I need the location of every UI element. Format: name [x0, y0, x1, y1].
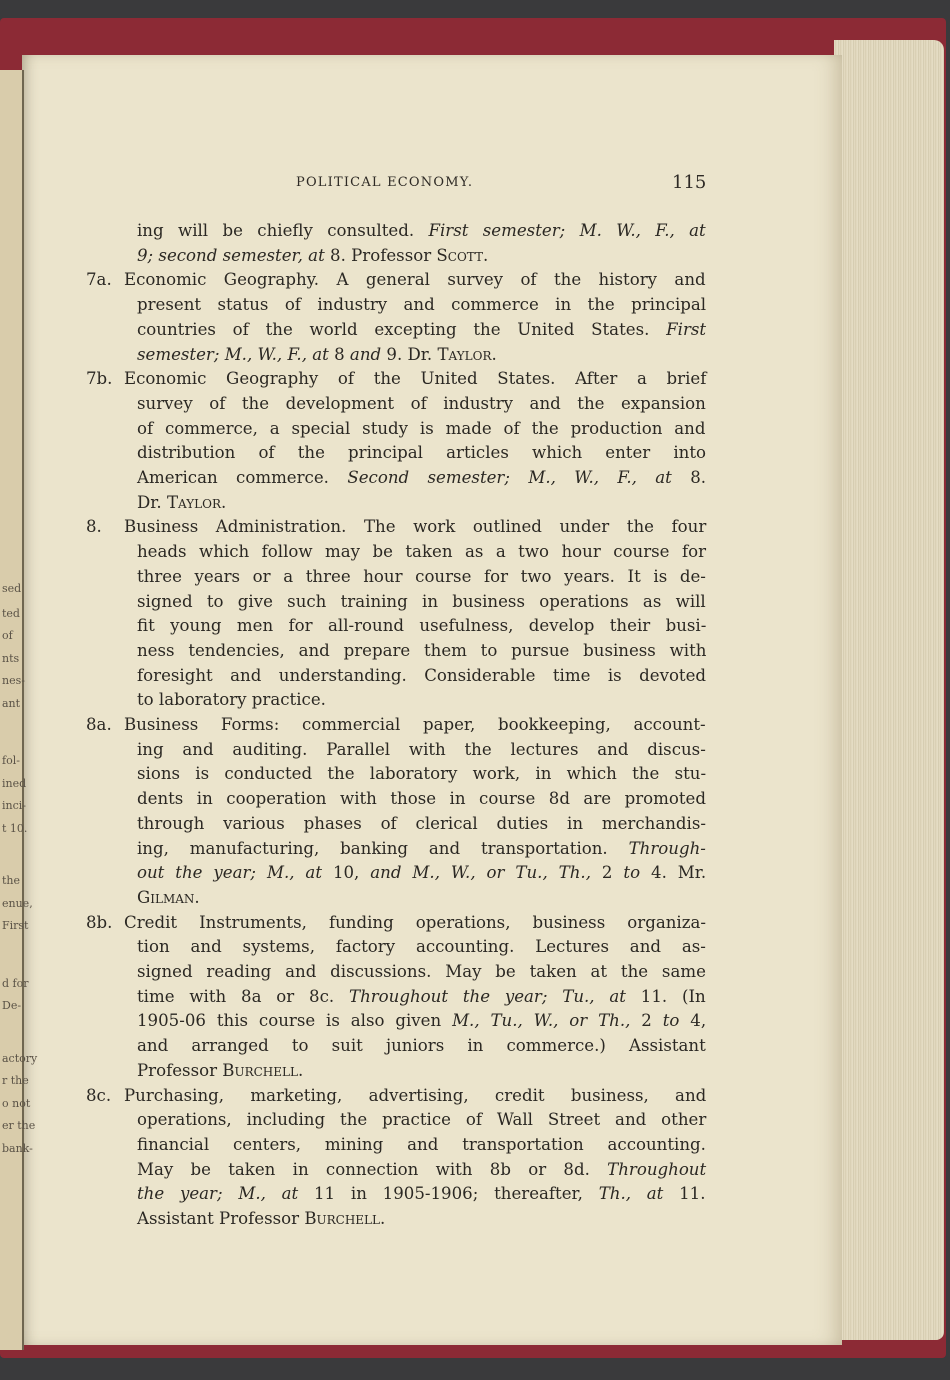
italic-run: the year; M., at — [137, 1184, 299, 1204]
text-run: ing, manufacturing, banking and transportation. — [137, 838, 629, 858]
facing-page-fragment: of — [2, 629, 13, 642]
text-run: countries of the world excepting the United States. — [137, 319, 667, 339]
text-run: to laboratory practice. — [137, 690, 326, 710]
text-line — [137, 861, 706, 885]
facing-page-fragment: d for — [2, 977, 29, 990]
course-number: 8c. — [86, 1085, 112, 1105]
text-run: financial centers, mining and transportation accounting. — [137, 1134, 706, 1154]
text-run: Business Administration. The work outlined under the four — [124, 517, 707, 537]
text-run: fit young men for all-round usefulness, develop their busi- — [137, 616, 707, 636]
text-run: 2 — [590, 863, 624, 883]
text-line — [137, 1133, 706, 1157]
facing-page-fragment: sed — [2, 582, 22, 595]
italic-run: Second semester; M., W., F., at — [347, 468, 672, 487]
facing-page-fragment: First — [2, 919, 29, 932]
text-run: 10, — [322, 863, 371, 883]
facing-page-fragment: t 10. — [2, 822, 28, 835]
text-line — [137, 614, 706, 638]
text-line — [137, 985, 706, 1009]
text-run: Assistant Professor — [137, 1209, 305, 1228]
course-number: 8a. — [86, 715, 112, 734]
italic-run: Through- — [628, 838, 706, 858]
italic-run: Throughout — [607, 1159, 707, 1179]
text-line — [137, 935, 706, 959]
text-line — [124, 1084, 706, 1108]
text-run: three years or a three hour course for two years. It is de- — [137, 566, 706, 586]
course-number: 8. — [86, 517, 102, 537]
page-edges — [834, 40, 944, 1340]
text-line — [137, 688, 326, 712]
text-run: 9. Dr. — [381, 344, 438, 364]
italic-run: and M., W., or Tu., Th., — [370, 863, 591, 883]
italic-run: 9; second semester, at — [137, 245, 325, 265]
text-line — [137, 1207, 385, 1231]
text-run: 11. (In — [625, 986, 706, 1006]
course-number: 7b. — [86, 369, 113, 389]
text-run: dents in cooperation with those in course 8d are promoted — [137, 789, 706, 809]
text-run: distribution of the principal articles which enter into — [137, 443, 707, 463]
text-run: present status of industry and commerce in the principal — [137, 295, 707, 315]
facing-page-fragment: o not — [2, 1097, 31, 1110]
text-line — [137, 565, 706, 589]
text-line — [137, 293, 706, 317]
text-line — [124, 268, 706, 292]
facing-page-fragment: ted — [2, 607, 20, 620]
italic-run: Throughout the year; Tu., at — [349, 986, 626, 1006]
text-run: 4. Mr. — [640, 863, 707, 883]
text-run: Credit Instruments, funding operations, business organiza- — [124, 912, 706, 932]
facing-page-fragment: enue, — [2, 897, 33, 910]
italic-run: Th., at — [598, 1184, 664, 1204]
facing-page-fragment: the — [2, 874, 21, 887]
italic-run: to — [623, 863, 641, 883]
facing-page-strip — [0, 70, 38, 1350]
text-line — [124, 713, 706, 737]
text-run: heads which follow may be taken as a two hour course for — [137, 542, 707, 562]
facing-page-fragment: inci- — [2, 799, 26, 812]
facing-page-fragment: ant — [2, 697, 21, 710]
text-line — [124, 515, 706, 539]
text-run: signed reading and discussions. May be taken at the same — [137, 962, 706, 981]
text-line — [137, 392, 706, 416]
text-line — [137, 466, 706, 490]
text-run: 11 in 1905-1906; thereafter, — [298, 1184, 599, 1204]
facing-page-fragment: nes- — [2, 674, 25, 687]
text-run: signed to give such training in business operations as will — [137, 591, 706, 611]
italic-run: and — [349, 344, 382, 364]
text-line — [137, 441, 706, 465]
text-line — [137, 1034, 706, 1058]
text-run: May be taken in connection with 8b or 8d. — [137, 1159, 608, 1179]
course-number: 8b. — [86, 912, 113, 932]
text-run: ing and auditing. Parallel with the lectures and discus- — [137, 739, 706, 759]
text-line — [137, 812, 706, 836]
facing-page-fragment: er the — [2, 1119, 36, 1132]
page-number: 115 — [672, 172, 707, 193]
text-run: Economic Geography. A general survey of the history and — [124, 270, 706, 290]
text-run: Dr. — [137, 492, 167, 512]
text-line — [137, 738, 706, 762]
text-line — [137, 1009, 706, 1033]
text-run: 11. — [663, 1184, 706, 1204]
text-run: 4, — [679, 1011, 707, 1031]
text-line — [124, 367, 706, 391]
small-caps-run: Gilman. — [137, 887, 200, 907]
italic-run: out the year; M., at — [137, 863, 322, 883]
small-caps-run: Scott. — [436, 245, 489, 265]
facing-page-fragment: actory — [2, 1052, 38, 1065]
running-head — [0, 173, 950, 195]
text-line — [137, 1059, 303, 1083]
course-number: 7a. — [86, 270, 112, 290]
text-run: through various phases of clerical duties in merchandis- — [137, 813, 706, 833]
text-line — [137, 762, 706, 786]
italic-run: M., Tu., W., or Th., — [452, 1011, 631, 1031]
text-run: operations, including the practice of Wall Street and other — [137, 1110, 707, 1130]
text-line — [137, 219, 706, 243]
text-line — [137, 639, 706, 663]
facing-page-fragments — [0, 70, 38, 1350]
text-line — [137, 417, 706, 441]
small-caps-run: Taylor. — [166, 492, 227, 512]
text-run: Professor — [137, 1060, 223, 1080]
facing-page-fragment: ined — [2, 777, 27, 790]
italic-run: First — [666, 319, 707, 339]
text-run: ness tendencies, and prepare them to pursue business with — [137, 640, 707, 660]
facing-page-fragment: r the — [2, 1074, 29, 1087]
text-run: 1905-06 this course is also given — [137, 1011, 453, 1031]
text-run: 2 — [630, 1011, 663, 1031]
text-run: Economic Geography of the United States. After a brief — [124, 369, 707, 389]
text-line — [137, 244, 488, 268]
text-run: survey of the development of industry and the expansion — [137, 393, 706, 413]
text-run: Purchasing, marketing, advertising, credit business, and — [124, 1085, 707, 1105]
text-run: 8 — [328, 344, 350, 364]
italic-run: semester; M., W., F., at — [137, 344, 329, 364]
text-line — [137, 837, 706, 861]
text-run: American commerce. — [137, 468, 348, 487]
text-line — [137, 318, 706, 342]
text-line — [137, 491, 226, 515]
italic-run: to — [662, 1011, 680, 1031]
text-run: and arranged to suit juniors in commerce.) Assistant — [137, 1036, 706, 1056]
text-run: sions is conducted the laboratory work, in which the stu- — [137, 764, 707, 784]
text-line — [137, 787, 706, 811]
text-line — [137, 590, 706, 614]
facing-page-fragment: fol- — [2, 754, 20, 767]
text-line — [137, 664, 706, 688]
text-line — [137, 1182, 706, 1206]
facing-page-fragment: bank- — [2, 1142, 33, 1155]
small-caps-run: Taylor. — [437, 344, 497, 364]
text-line — [137, 540, 706, 564]
small-caps-run: Burchell. — [304, 1209, 386, 1228]
text-run: ing will be chiefly consulted. — [137, 221, 429, 240]
text-line — [137, 1158, 706, 1182]
text-run: Business Forms: commercial paper, bookkeeping, account- — [124, 715, 706, 734]
text-run: of commerce, a special study is made of the production and — [137, 418, 706, 438]
text-run: foresight and understanding. Considerable time is devoted — [137, 665, 707, 685]
running-head-title: POLITICAL ECONOMY. — [296, 175, 474, 190]
small-caps-run: Burchell. — [222, 1060, 304, 1080]
text-run: 8. Professor — [324, 245, 437, 265]
text-run: tion and systems, factory accounting. Lectures and as- — [137, 937, 706, 957]
text-line — [137, 886, 200, 910]
text-line — [137, 1108, 706, 1132]
text-line — [137, 343, 497, 367]
text-run: 8. — [671, 468, 707, 487]
text-line — [124, 911, 706, 935]
text-line — [137, 960, 706, 984]
facing-page-fragment: nts — [2, 652, 20, 665]
italic-run: First semester; M. W., F., at — [428, 221, 706, 240]
text-run: time with 8a or 8c. — [137, 986, 349, 1006]
facing-page-fragment: De- — [2, 999, 22, 1012]
